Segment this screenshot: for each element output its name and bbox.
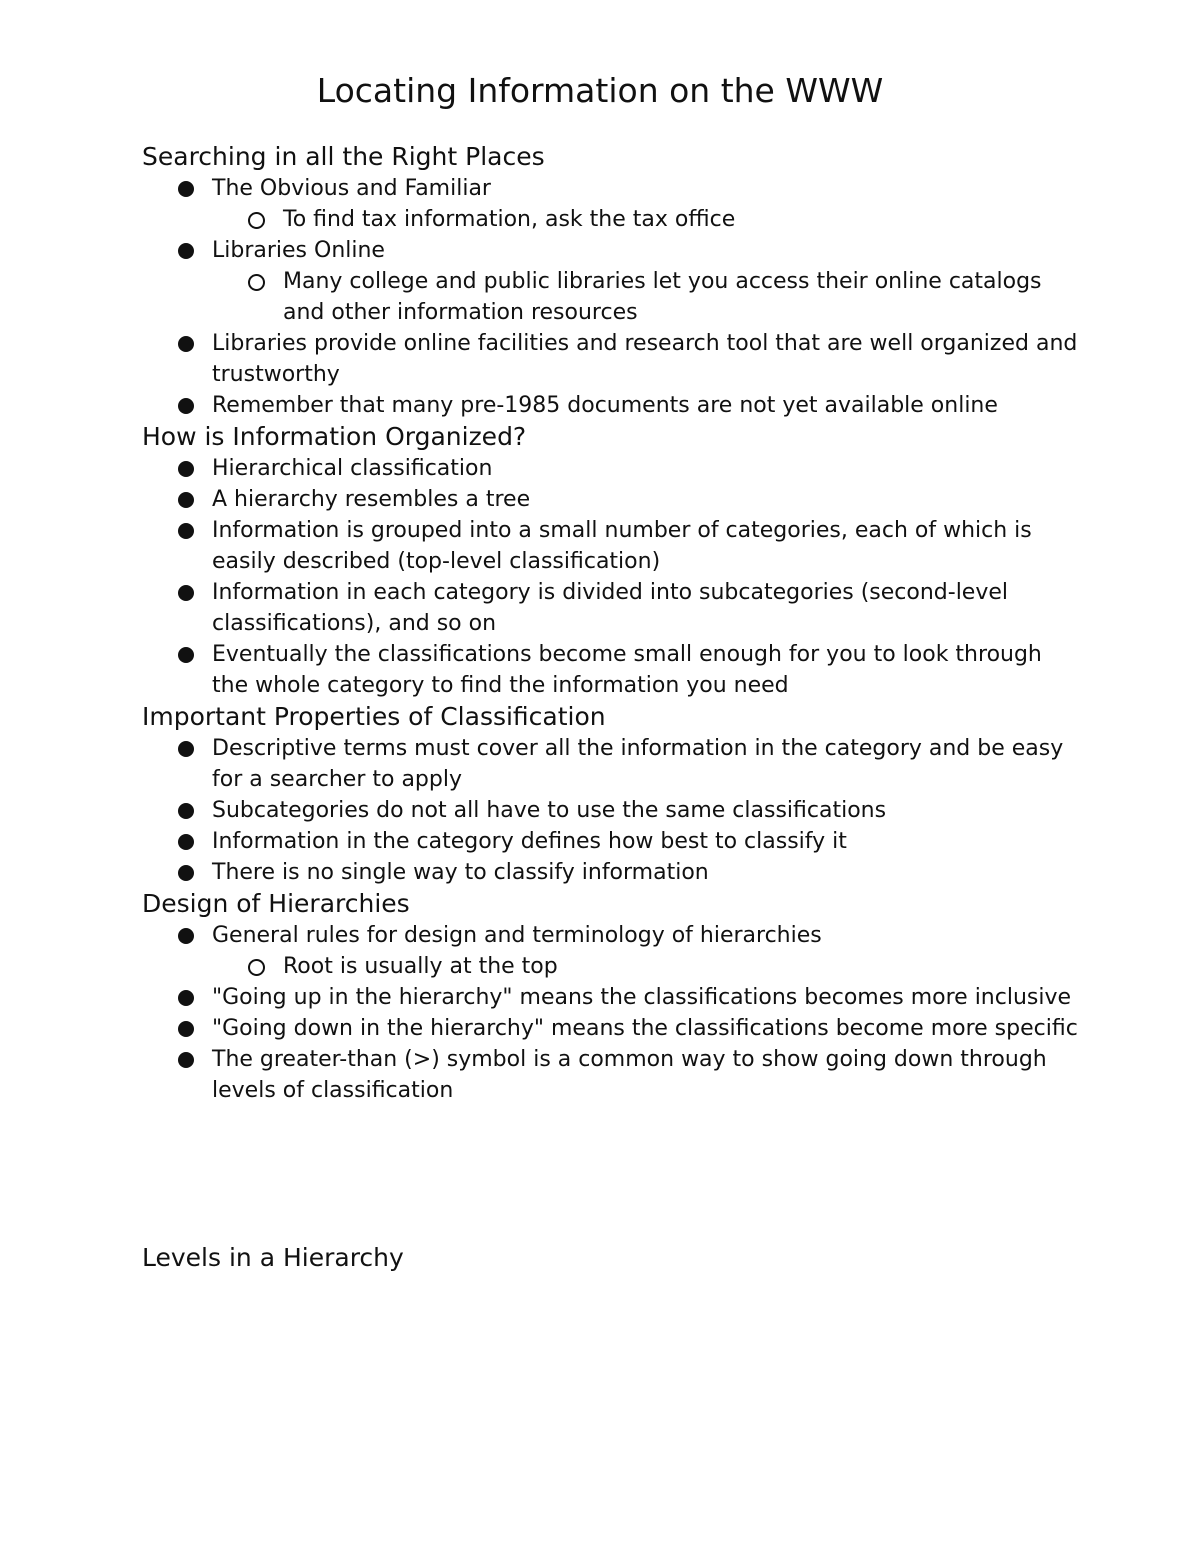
- filled-bullet-icon: [178, 865, 194, 881]
- section-heading: Important Properties of Classification: [142, 702, 606, 731]
- list-item: [142, 639, 1082, 701]
- list-item-text: There is no single way to classify information: [212, 860, 709, 885]
- list-item-text: Eventually the classifications become small enough for you to look through the whole category to find the information you need: [212, 642, 1042, 698]
- section-design: [142, 888, 1082, 1106]
- filled-bullet-icon: [178, 523, 194, 539]
- sub-list-item-text: Many college and public libraries let you access their online catalogs and other information resources: [283, 269, 1042, 325]
- list-item-text: General rules for design and terminology of hierarchies: [212, 923, 822, 948]
- bullet-list: [142, 173, 1082, 421]
- section-organized: [142, 421, 1082, 701]
- section-heading: Searching in all the Right Places: [142, 142, 545, 171]
- sub-list-item-text: To find tax information, ask the tax office: [283, 207, 736, 232]
- list-item: [142, 515, 1082, 577]
- filled-bullet-icon: [178, 492, 194, 508]
- list-item: [142, 577, 1082, 639]
- filled-bullet-icon: [178, 398, 194, 414]
- section-properties: [142, 701, 1082, 888]
- hollow-bullet-icon: [248, 274, 265, 291]
- sub-bullet-list: [212, 266, 1082, 328]
- list-item-text: "Going down in the hierarchy" means the classifications become more specific: [212, 1016, 1078, 1041]
- filled-bullet-icon: [178, 741, 194, 757]
- list-item: [142, 1044, 1082, 1106]
- list-item: [142, 328, 1082, 390]
- sub-bullet-list: [212, 951, 1082, 982]
- list-item-text: Information in the category defines how best to classify it: [212, 829, 847, 854]
- list-item-text: Subcategories do not all have to use the same classifications: [212, 798, 887, 823]
- blank-space: [142, 1106, 1082, 1242]
- list-item: [142, 453, 1082, 484]
- list-item-text: Libraries provide online facilities and research tool that are well organized and trustworthy: [212, 331, 1078, 387]
- list-item-text: Libraries Online: [212, 238, 385, 263]
- bullet-list: [142, 453, 1082, 701]
- bullet-list: [142, 920, 1082, 1106]
- list-item: [142, 484, 1082, 515]
- filled-bullet-icon: [178, 803, 194, 819]
- section-heading: How is Information Organized?: [142, 422, 527, 451]
- list-item-text: Hierarchical classification: [212, 456, 493, 481]
- section-heading-levels: Levels in a Hierarchy: [142, 1243, 404, 1272]
- filled-bullet-icon: [178, 1052, 194, 1068]
- document-title: Locating Information on the WWW: [316, 71, 884, 110]
- list-item-text: The Obvious and Familiar: [212, 176, 491, 201]
- sub-list-item: [212, 204, 1082, 235]
- filled-bullet-icon: [178, 461, 194, 477]
- list-item-text: A hierarchy resembles a tree: [212, 487, 531, 512]
- list-item-text: Information is grouped into a small number of categories, each of which is easily described (top-level classification): [212, 518, 1032, 574]
- list-item-text: Information in each category is divided into subcategories (second-level classifications), and so on: [212, 580, 1009, 636]
- hollow-bullet-icon: [248, 212, 265, 229]
- filled-bullet-icon: [178, 928, 194, 944]
- filled-bullet-icon: [178, 834, 194, 850]
- sub-bullet-list: [212, 204, 1082, 235]
- filled-bullet-icon: [178, 585, 194, 601]
- bullet-list: [142, 733, 1082, 888]
- section-searching: [142, 141, 1082, 421]
- filled-bullet-icon: [178, 243, 194, 259]
- list-item-text: Remember that many pre-1985 documents are not yet available online: [212, 393, 998, 418]
- list-item-text: Descriptive terms must cover all the information in the category and be easy for a searcher to apply: [212, 736, 1064, 792]
- filled-bullet-icon: [178, 1021, 194, 1037]
- list-item: [142, 857, 1082, 888]
- sub-list-item-text: Root is usually at the top: [283, 954, 558, 979]
- sub-list-item: [212, 266, 1082, 328]
- sub-list-item: [212, 951, 1082, 982]
- list-item: [142, 826, 1082, 857]
- list-item: [142, 173, 1082, 235]
- list-item: [142, 1013, 1082, 1044]
- list-item-text: The greater-than (>) symbol is a common way to show going down through levels of classification: [212, 1047, 1047, 1103]
- section-heading: Design of Hierarchies: [142, 889, 410, 918]
- list-item: [142, 982, 1082, 1013]
- filled-bullet-icon: [178, 181, 194, 197]
- list-item: [142, 390, 1082, 421]
- filled-bullet-icon: [178, 647, 194, 663]
- filled-bullet-icon: [178, 336, 194, 352]
- filled-bullet-icon: [178, 990, 194, 1006]
- list-item-text: "Going up in the hierarchy" means the classifications becomes more inclusive: [212, 985, 1072, 1010]
- hollow-bullet-icon: [248, 959, 265, 976]
- list-item: [142, 733, 1082, 795]
- list-item: [142, 795, 1082, 826]
- list-item: [142, 920, 1082, 982]
- list-item: [142, 235, 1082, 328]
- document-content: [142, 141, 1082, 1274]
